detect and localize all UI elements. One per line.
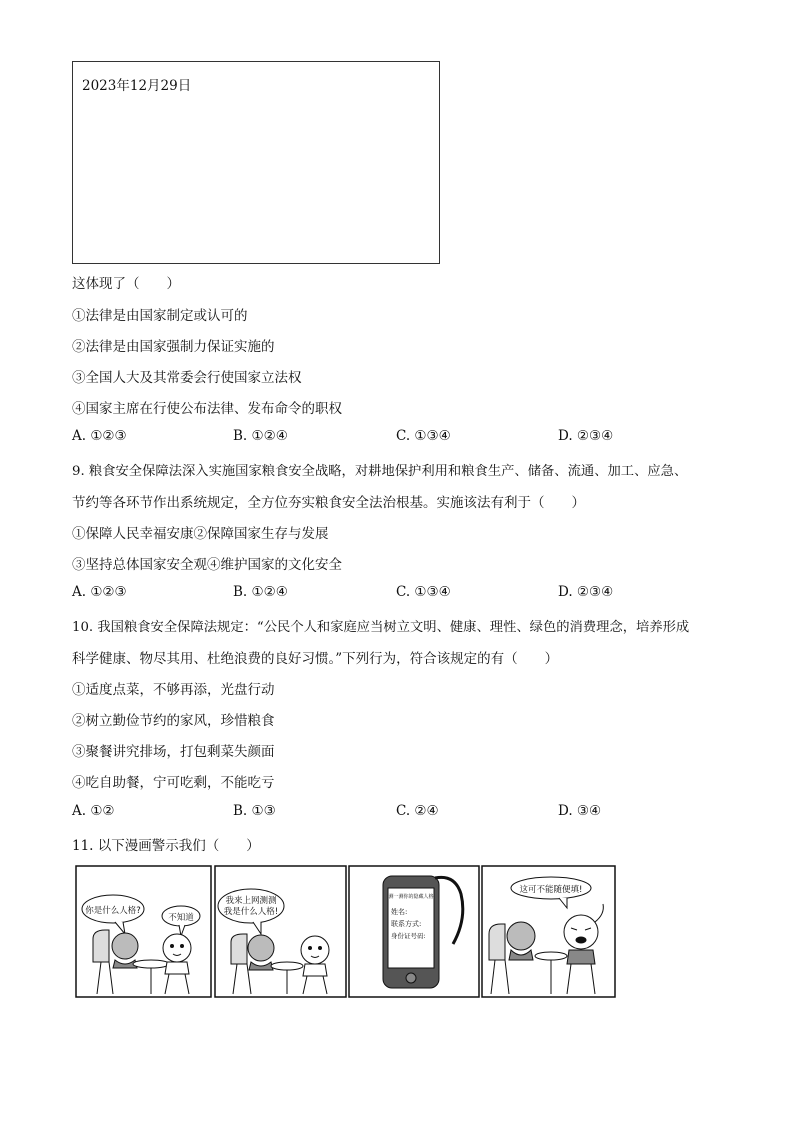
material-date: 2023年12月29日: [82, 78, 192, 94]
q10-option-a: A. ①②: [72, 803, 115, 819]
q10-item-3: ③聚餐讲究排场，打包剩菜失颜面: [72, 744, 275, 760]
q8-option-d: D. ②③④: [558, 428, 614, 444]
q10-stem-line-2: 科学健康、物尽其用、杜绝浪费的良好习惯。”下列行为，符合该规定的有（ ）: [72, 651, 559, 667]
q9-item-2: ③坚持总体国家安全观④维护国家的文化安全: [72, 557, 342, 573]
q10-item-1: ①适度点菜，不够再添，光盘行动: [72, 682, 275, 698]
q10-option-b: B. ①③: [233, 803, 276, 819]
comic-panel-3: [349, 866, 479, 997]
phone-field-name: 姓名:: [391, 908, 408, 916]
q9-stem-line-2: 节约等各环节作出系统规定，全方位夯实粮食安全法治根基。实施该法有利于（ ）: [72, 495, 585, 511]
panel-1-bubble-a: 你是什么人格?: [85, 906, 141, 916]
phone-title: 测一测你的隐藏人格: [388, 894, 434, 900]
phone-field-id: 身份证号码:: [391, 932, 426, 940]
q8-item-1: ①法律是由国家制定或认可的: [72, 308, 248, 324]
q9-stem-line-1: 9. 粮食安全保障法深入实施国家粮食安全战略，对耕地保护利用和粮食生产、储备、流通、加工、应急、: [72, 464, 688, 479]
q8-option-c: C. ①③④: [396, 428, 451, 444]
q10-stem-line-1: 10. 我国粮食安全保障法规定：“公民个人和家庭应当树立文明、健康、理性、绿色的消费理念，培养形成: [72, 620, 690, 635]
q10-item-4: ④吃自助餐，宁可吃剩，不能吃亏: [72, 775, 275, 791]
q9-option-c: C. ①③④: [396, 584, 451, 600]
phone-field-contact: 联系方式:: [391, 920, 422, 928]
q9-option-d: D. ②③④: [558, 584, 614, 600]
comic-strip: [75, 864, 616, 999]
q11-stem: 11. 以下漫画警示我们（ ）: [72, 838, 260, 854]
q9-item-1: ①保障人民幸福安康②保障国家生存与发展: [72, 526, 329, 542]
material-box: [72, 61, 440, 264]
panel-1-bubble-b: 不知道: [168, 913, 194, 923]
q10-option-d: D. ③④: [558, 803, 602, 819]
panel-4-bubble: 这可不能随便填!: [519, 885, 583, 895]
q10-option-c: C. ②④: [396, 803, 439, 819]
q9-option-b: B. ①②④: [233, 584, 288, 600]
q8-item-4: ④国家主席在行使公布法律、发布命令的职权: [72, 401, 342, 417]
q9-option-a: A. ①②③: [72, 584, 127, 600]
q8-item-3: ③全国人大及其常委会行使国家立法权: [72, 370, 302, 386]
q8-stem: 这体现了（ ）: [72, 276, 180, 292]
q8-option-b: B. ①②④: [233, 428, 288, 444]
q8-item-2: ②法律是由国家强制力保证实施的: [72, 339, 275, 355]
q10-item-2: ②树立勤俭节约的家风，珍惜粮食: [72, 713, 275, 729]
panel-2-bubble-line-1: 我来上网测测: [225, 896, 277, 906]
comic-panel-2: [215, 866, 346, 997]
q8-option-a: A. ①②③: [72, 428, 127, 444]
panel-2-bubble-line-2: 我是什么人格!: [223, 907, 279, 917]
comic-panel-1: [76, 866, 211, 997]
comic-panel-4: [482, 866, 615, 997]
